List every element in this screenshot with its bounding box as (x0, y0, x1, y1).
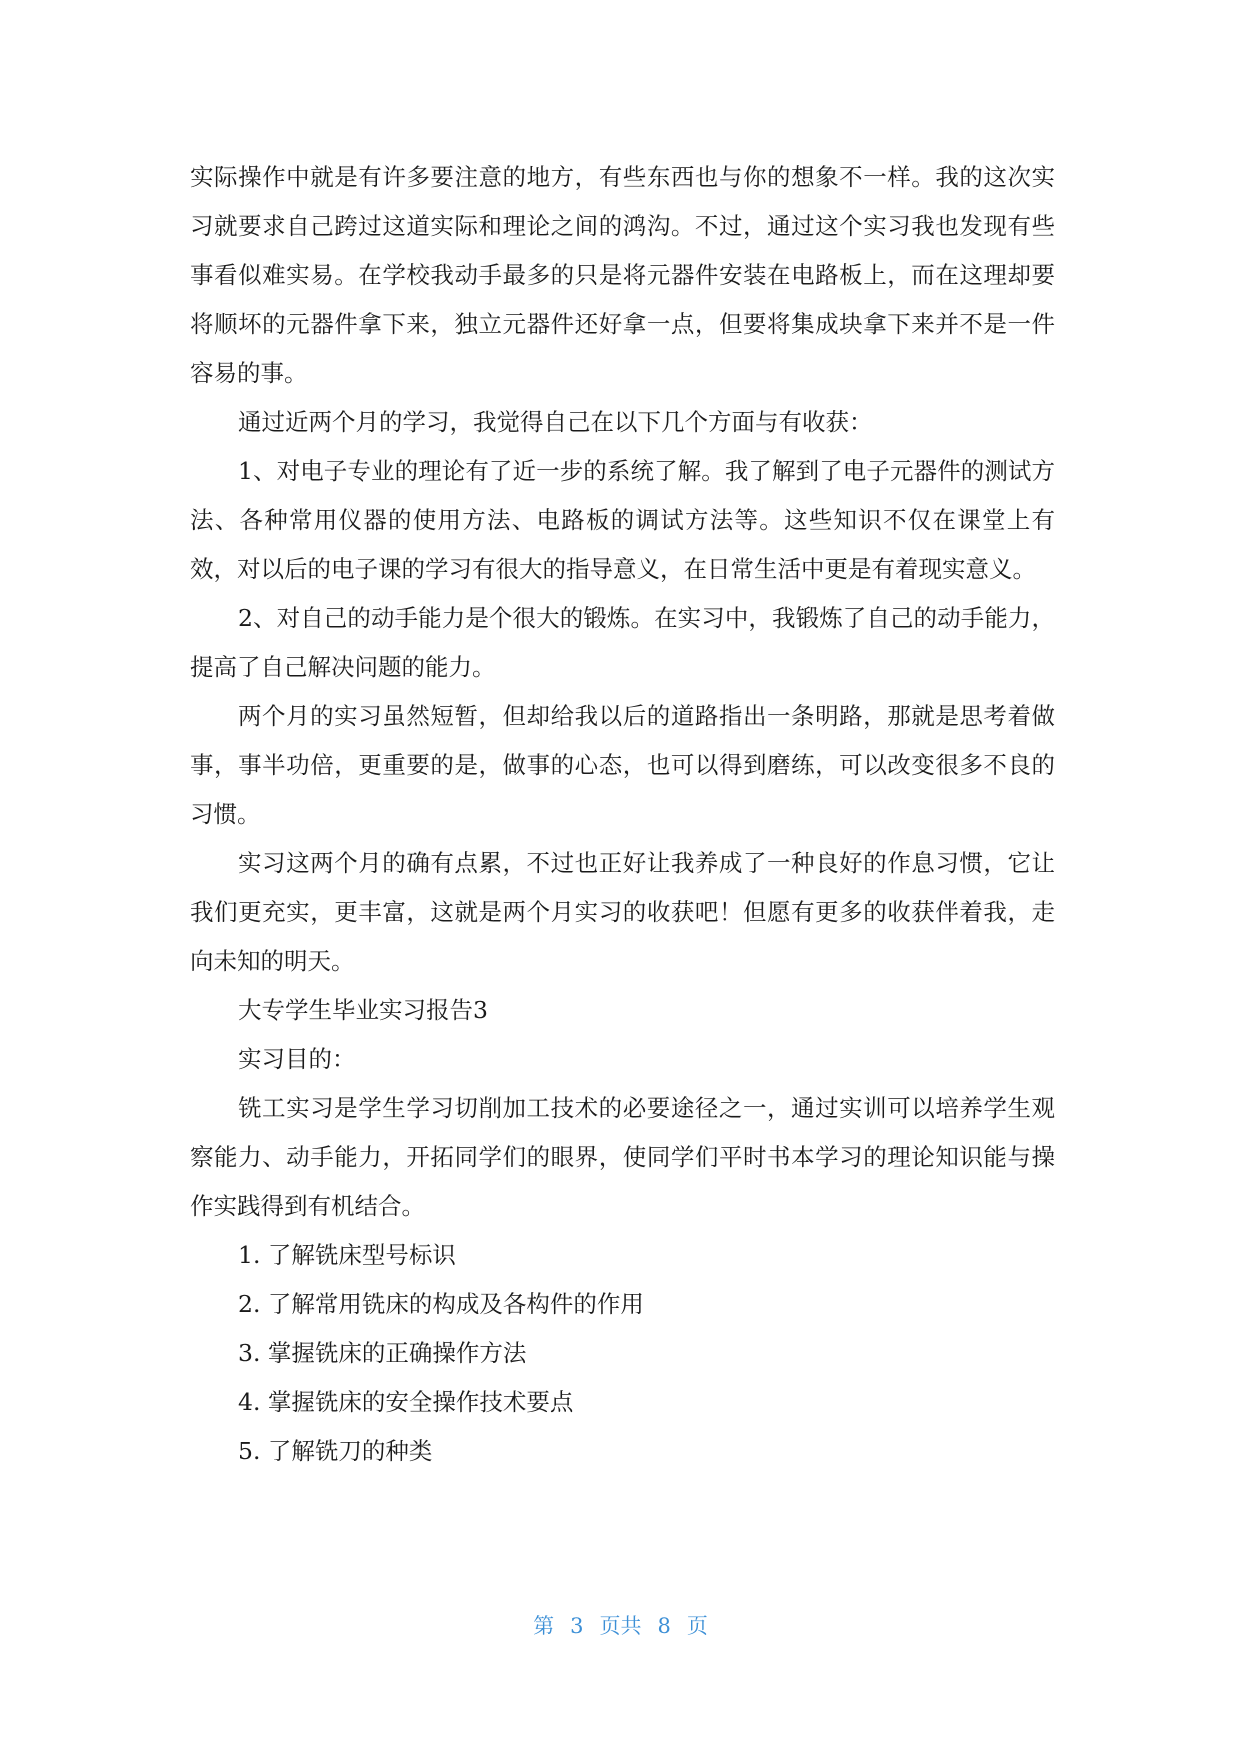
footer-current-page: 3 (570, 1614, 584, 1638)
paragraph: 实际操作中就是有许多要注意的地方，有些东西也与你的想象不一样。我的这次实习就要求自己跨过这道实际和理论之间的鸿沟。不过，通过这个实习我也发现有些事看似难实易。在学校我动手最多的只是将元器件安装在电路板上，而在这理却要将顺坏的元器件拿下来，独立元器件还好拿一点，但要将集成块拿下来并不是一件容易的事。 (190, 163, 1055, 387)
paragraph: 2、对自己的动手能力是个很大的锻炼。在实习中，我锻炼了自己的动手能力，提高了自己解决问题的能力。 (190, 604, 1055, 681)
paragraph: 铣工实习是学生学习切削加工技术的必要途径之一，通过实训可以培养学生观察能力、动手能力，开拓同学们的眼界，使同学们平时书本学习的理论知识能与操作实践得到有机结合。 (190, 1094, 1055, 1220)
paragraph: 通过近两个月的学习，我觉得自己在以下几个方面与有收获： (238, 408, 873, 436)
paragraph: 两个月的实习虽然短暂，但却给我以后的道路指出一条明路，那就是思考着做事，事半功倍，更重要的是，做事的心态，也可以得到磨练，可以改变很多不良的习惯。 (190, 702, 1055, 828)
footer-middle: 页共 (599, 1614, 642, 1638)
subheading: 实习目的： (238, 1045, 356, 1073)
footer-suffix: 页 (686, 1614, 708, 1638)
footer-prefix: 第 (533, 1614, 555, 1638)
section-heading: 大专学生毕业实习报告3 (238, 996, 488, 1024)
footer-total-pages: 8 (657, 1614, 671, 1638)
paragraph: 实习这两个月的确有点累，不过也正好让我养成了一种良好的作息习惯，它让我们更充实，更丰富，这就是两个月实习的收获吧！但愿有更多的收获伴着我，走向未知的明天。 (190, 849, 1055, 975)
list-item: 4. 掌握铣床的安全操作技术要点 (238, 1388, 574, 1416)
list-item: 5. 了解铣刀的种类 (238, 1437, 433, 1465)
body-text (190, 153, 1055, 1476)
list-item: 3. 掌握铣床的正确操作方法 (238, 1339, 527, 1367)
list-item: 1. 了解铣床型号标识 (238, 1241, 456, 1269)
list-item: 2. 了解常用铣床的构成及各构件的作用 (238, 1290, 644, 1318)
paragraph: 1、对电子专业的理论有了近一步的系统了解。我了解到了电子元器件的测试方法、各种常用仪器的使用方法、电路板的调试方法等。这些知识不仅在课堂上有效，对以后的电子课的学习有很大的指导意义，在日常生活中更是有着现实意义。 (190, 457, 1055, 583)
page-footer (0, 1610, 1241, 1640)
